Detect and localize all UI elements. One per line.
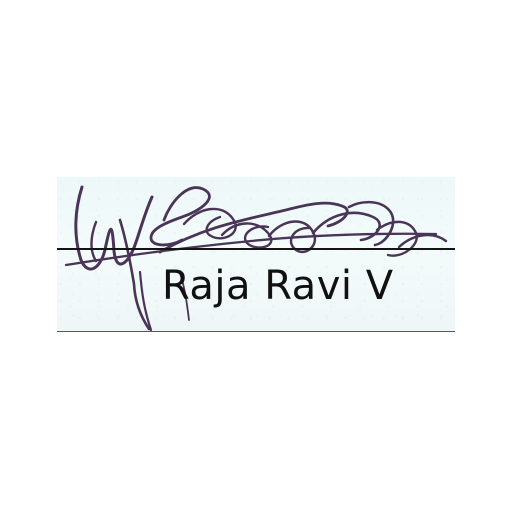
signature-top-rule [57,248,455,250]
signer-name: Raja Ravi V [162,263,394,309]
signature-bottom-rule [57,331,455,332]
